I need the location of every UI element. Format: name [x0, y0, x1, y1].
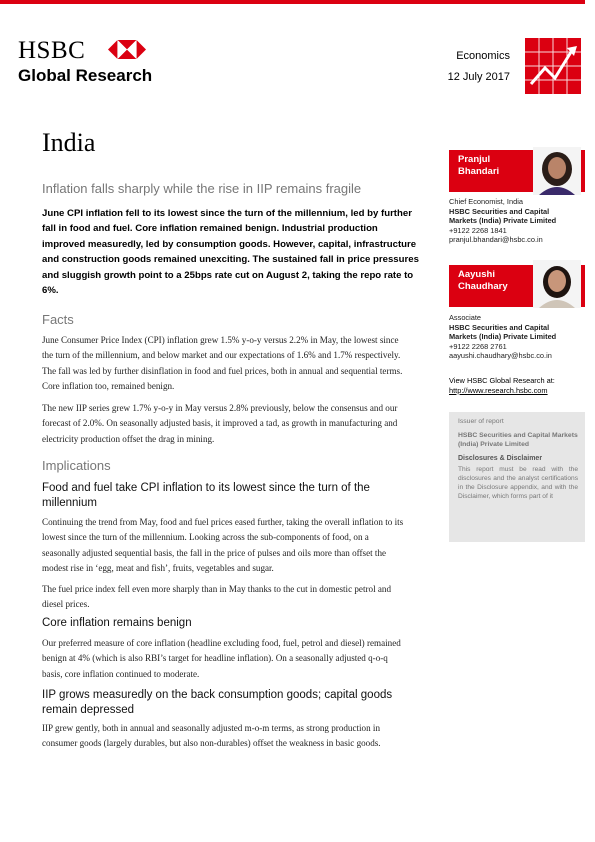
- report-date: 12 July 2017: [447, 71, 510, 83]
- text-line: HSBC Securities and Capital: [449, 322, 550, 332]
- text-line: Chief Economist, India: [449, 197, 523, 206]
- text-line: HSBC Securities and Capital: [449, 206, 550, 216]
- text-line: Continuing the trend from May, food and fuel prices eased further, taking the overall inflation to its: [42, 517, 404, 527]
- text-line: 6%.: [42, 285, 59, 297]
- text-line: The fuel price index fell even more sharply than in May thanks to the cut in domestic petrol and: [42, 584, 391, 594]
- text-line: IIP grows measuredly on the back consumption goods; capital goods: [42, 689, 393, 701]
- text-line: and construction goods remained unexciting. The sustained fall in price pressures: [42, 254, 419, 266]
- analyst-first-name: Aayushi: [458, 269, 495, 280]
- analyst-first-name: Pranjul: [458, 154, 491, 165]
- research-link[interactable]: http://www.research.hsbc.com: [449, 386, 548, 395]
- text-line: June Consumer Price Index (CPI) inflation grew 1.5% y-o-y versus 2.2% in May, the lowest since: [42, 335, 399, 345]
- analyst-last-name: Chaudhary: [458, 281, 508, 292]
- text-line: benign at 4% (which is also RBI’s target for headline inflation). On a seasonally adjusted q-o-q: [42, 653, 388, 664]
- disclosure-text: This report must be read with the disclosures and the analyst certifications in the Disclosure appendix, and with the Disclaimer, which forms part of it: [458, 466, 578, 500]
- text-line: June CPI inflation fell to its lowest since the turn of the millennium, led by further: [42, 208, 412, 219]
- brand-unit: Global Research: [18, 66, 153, 85]
- subheading-core-inflation: [42, 616, 436, 631]
- text-line: Core inflation too, remained benign.: [42, 381, 175, 392]
- facts-paragraph-2: [42, 401, 436, 447]
- hsbc-hexagon-logo-icon: [108, 40, 146, 59]
- issuer-label: Issuer of report: [458, 418, 504, 425]
- text-line: diesel prices.: [42, 599, 90, 610]
- food-fuel-paragraph-2: [42, 582, 436, 613]
- text-line: fall in food and fuel. Core inflation remained benign. Industrial production: [42, 223, 378, 235]
- text-line: and sluggish growth point to a 25bps rate cut on August 2, taking the repo rate to: [42, 269, 414, 281]
- text-line: +9122 2268 1841: [449, 225, 507, 235]
- text-line: electricity production offset the drag in mining.: [42, 433, 215, 444]
- facts-paragraph-1: [42, 333, 436, 395]
- analyst-photo: [533, 147, 581, 195]
- report-title: India: [42, 128, 96, 157]
- iip-paragraph: [42, 721, 436, 752]
- text-line: lowest since the turn of the millennium. Looking across the sub-components of food, on a: [42, 532, 369, 543]
- top-red-bar: [0, 0, 585, 4]
- facts-heading: Facts: [42, 312, 74, 327]
- text-line: improved measuredly, led by consumption goods. However, capital, infrastructure: [42, 238, 417, 250]
- text-line: basis, core inflation continued to moderate.: [42, 668, 200, 679]
- text-line: the turn of the millennium, and below market and our expectations of 1.6% and 1.7% respectively.: [42, 350, 401, 361]
- text-line: +9122 2268 2761: [449, 341, 507, 351]
- text-line: forecast of 2.0%. On seasonally adjusted basis, it improved a tad, as growth in manufacturing and: [42, 418, 398, 429]
- issuer-firm: HSBC Securities and Capital Markets (India) Private Limited: [458, 432, 578, 448]
- text-line: modest rise in ‘egg, meat and fish’, fruits, vegetables and sugar.: [42, 563, 274, 574]
- summary-paragraph: [42, 206, 436, 298]
- report-subtitle: Inflation falls sharply while the rise in IIP remains fragile: [42, 181, 362, 196]
- brand-wordmark: HSBC: [18, 37, 86, 64]
- text-line: millennium: [42, 497, 97, 509]
- text-line: consumer goods (largely durables, but also non-durables) offset the weakness in basic goods.: [42, 738, 381, 749]
- text-line: Core inflation remains benign: [42, 617, 192, 629]
- disclosure-panel: [449, 412, 585, 542]
- implications-heading: Implications: [42, 458, 111, 473]
- text-line: Food and fuel take CPI inflation to its lowest since the turn of the: [42, 482, 370, 494]
- text-line: Our preferred measure of core inflation (headline excluding food, fuel, petrol and diesel) remained: [42, 638, 401, 648]
- text-line: aayushi.chaudhary@hsbc.co.in: [449, 351, 552, 361]
- economics-chart-icon: [525, 38, 581, 94]
- text-line: Markets (India) Private Limited: [449, 216, 557, 226]
- core-inflation-paragraph: [42, 636, 436, 682]
- disclosure-heading: Disclosures & Disclaimer: [458, 455, 543, 462]
- analyst-photo: [533, 260, 581, 308]
- food-fuel-paragraph-1: [42, 515, 436, 577]
- subheading-food-fuel: [42, 481, 436, 511]
- text-line: The new IIP series grew 1.7% y-o-y in May versus 2.8% previously, below the consensus and our: [42, 403, 398, 413]
- subheading-iip: [42, 688, 436, 718]
- research-link-block: [449, 376, 585, 396]
- analyst-last-name: Bhandari: [458, 166, 500, 177]
- analyst-details: [449, 197, 585, 245]
- text-line: remain depressed: [42, 704, 135, 716]
- text-line: Associate: [449, 313, 482, 322]
- text-line: The fall was led by further disinflation in food and fuel prices, both in annual and sequential terms.: [42, 365, 403, 376]
- text-line: Markets (India) Private Limited: [449, 332, 557, 342]
- report-category: Economics: [456, 50, 510, 62]
- text-line: IIP grew gently, both in annual and seasonally adjusted m-o-m terms, as strong production in: [42, 723, 380, 733]
- analyst-details: [449, 313, 585, 361]
- research-link-label: View HSBC Global Research at:: [449, 376, 555, 385]
- text-line: seasonally adjusted sequential basis, the fall in the price of pulses and oils more than offset the: [42, 547, 387, 558]
- text-line: pranjul.bhandari@hsbc.co.in: [449, 235, 543, 245]
